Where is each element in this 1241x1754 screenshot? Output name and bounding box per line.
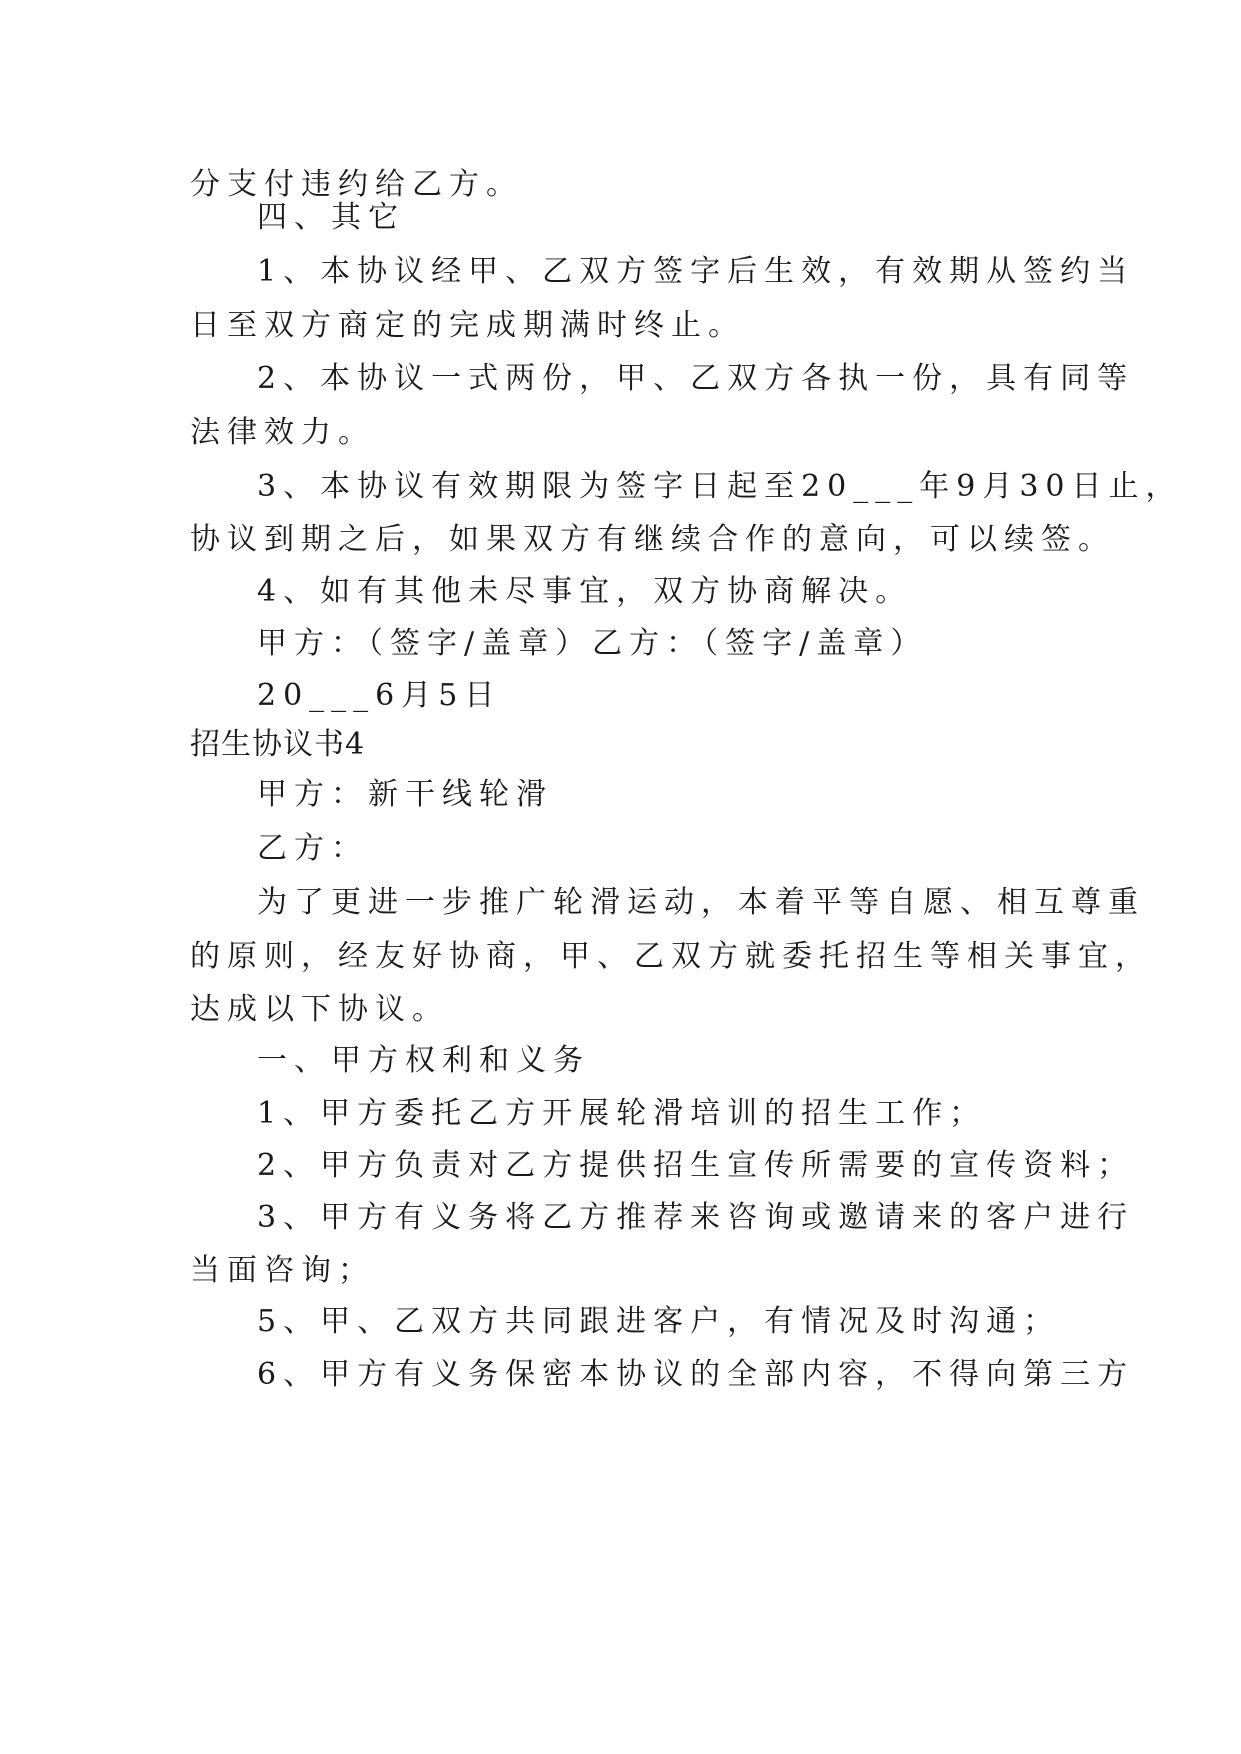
- text-line: 日至双方商定的完成期满时终止。: [190, 308, 745, 343]
- section-heading-other: 四、其它: [257, 200, 405, 235]
- text-line: 为了更进一步推广轮滑运动，本着平等自愿、相互尊重: [257, 885, 1145, 920]
- text-line: 2、本协议一式两份，甲、乙双方各执一份，具有同等: [257, 361, 1135, 396]
- text-line: 1、甲方委托乙方开展轮滑培训的招生工作；: [257, 1096, 987, 1131]
- document-title: 招生协议书4: [190, 727, 366, 762]
- date-line: 20___6月5日: [257, 678, 502, 713]
- text-line: 5、甲、乙双方共同跟进客户，有情况及时沟通；: [257, 1304, 1061, 1339]
- party-b-line: 乙方：: [257, 831, 368, 866]
- text-line: 6、甲方有义务保密本协议的全部内容，不得向第三方: [257, 1357, 1135, 1392]
- text-line: 1、本协议经甲、乙双方签字后生效，有效期从签约当: [257, 254, 1135, 289]
- text-line: 3、本协议有效期限为签字日起至20___年9月30日止，: [257, 469, 1183, 504]
- text-line: 协议到期之后，如果双方有继续合作的意向，可以续签。: [190, 522, 1115, 557]
- text-line: 的原则，经友好协商，甲、乙双方就委托招生等相关事宜，: [190, 939, 1152, 974]
- text-line: 当面咨询；: [190, 1253, 375, 1288]
- text-line: 3、甲方有义务将乙方推荐来咨询或邀请来的客户进行: [257, 1200, 1135, 1235]
- text-line: 达成以下协议。: [190, 992, 449, 1027]
- text-line: 分支付违约给乙方。: [190, 167, 523, 202]
- text-line: 2、甲方负责对乙方提供招生宣传所需要的宣传资料；: [257, 1148, 1135, 1183]
- text-line: 4、如有其他未尽事宜，双方协商解决。: [257, 574, 913, 609]
- signature-line: 甲方：（签字/盖章）乙方：（签字/盖章）: [257, 626, 928, 661]
- text-line: 法律效力。: [190, 415, 375, 450]
- party-a-line: 甲方：新干线轮滑: [257, 777, 553, 812]
- section-heading-party-a-rights: 一、甲方权利和义务: [257, 1043, 590, 1078]
